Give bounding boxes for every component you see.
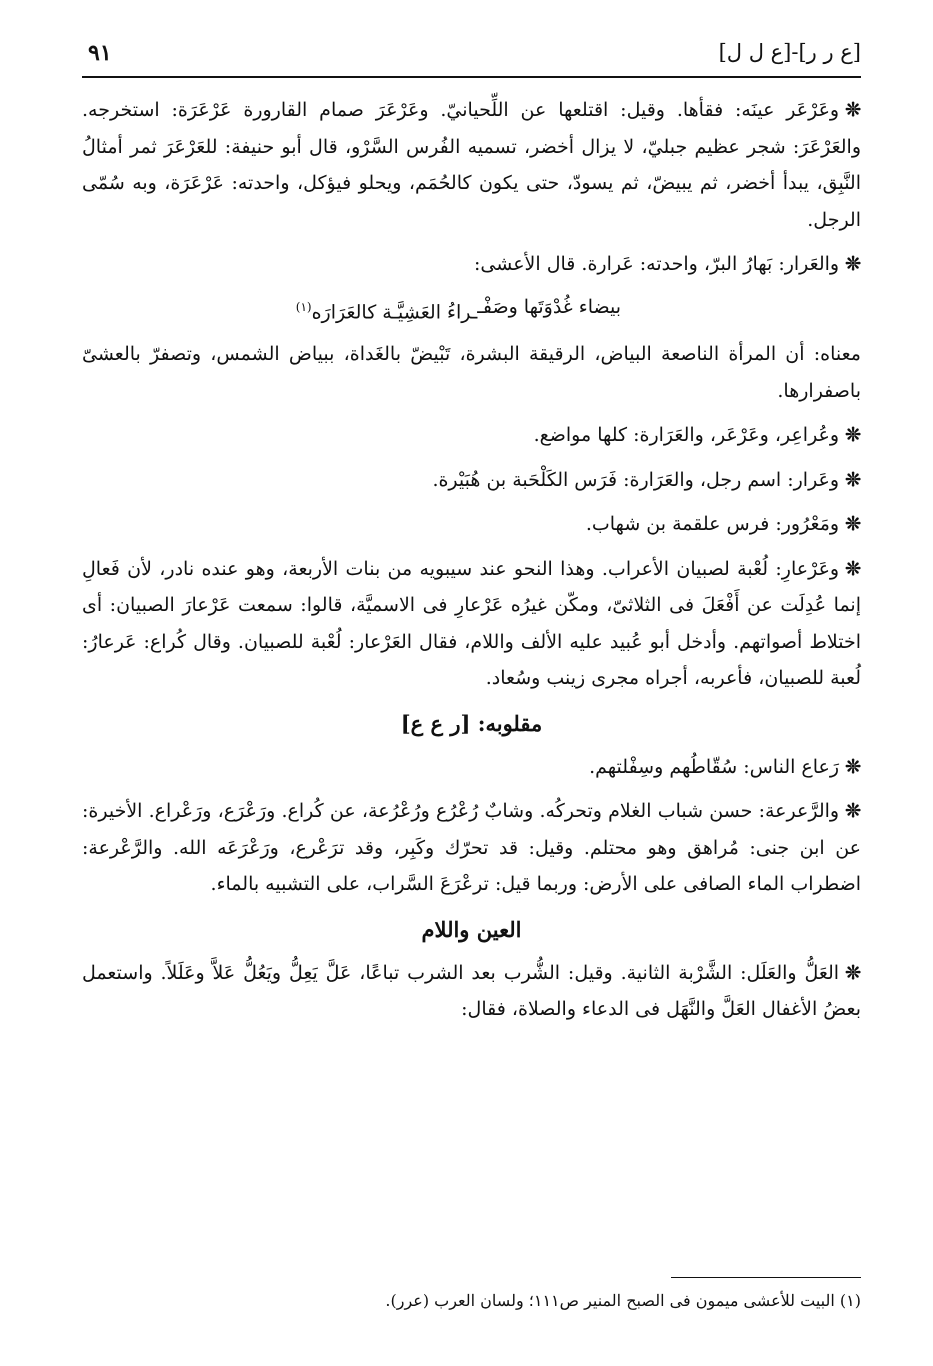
- bullet-icon: ❊: [845, 755, 861, 778]
- bullet-icon: ❊: [845, 513, 861, 536]
- entry-paragraph: [82, 793, 861, 903]
- entry-text: العَلُّ والعَلَل: الشَّرْبة الثانية. وقيل: الشُّرب بعد الشرب تباعًا، عَلَّ يَعِلُّ ويَعُلُّ عَلاَّ وعَلَلاً. واستعمل بعضُ الأغفال العَلَّ والنَّهَل فى الدعاء والصلاة، فقال:: [82, 961, 861, 1021]
- page-number: ٩١: [88, 40, 112, 66]
- entry-text: وعَرْعَر عينَه: فقأها. وقيل: اقتلعها عن اللِّحيانيّ. وعَرْعَرَ صمام القارورة عَرْعَرَة: استخرجه. والعَرْعَرَ: شجر عظيم جبليّ، لا يزال أخضر، تسميه الفُرس السَّرْو، قال أبو حنيفة: للعَرْعَرَ ثمر أمثالُ النَّبِق، يبدأ أخضر، ثم يبيضّ، ثم يسودّ، حتى يكون كالحُمَم، ويحلو فيؤكل، واحدته: عَرْعَرَة، وبه سُمّى الرجل.: [82, 99, 861, 231]
- entry-text: معناه: أن المرأة الناصعة البياض، الرقيقة البشرة، تَبْيضّ بالغَداة، ببياض الشمس، وتصفرّ بالعشىّ باصفرارها.: [82, 343, 861, 402]
- entry-paragraph: [82, 92, 861, 238]
- entry-text: رَعاع الناس: سُقّاطُهم وسِفْلتهم.: [589, 755, 840, 778]
- section-heading-maqlub: مقلوبه: [ر ع ع]: [400, 710, 543, 736]
- footnote-rule: [671, 1277, 861, 1278]
- entry-paragraph: [82, 506, 861, 543]
- entry-paragraph: [82, 551, 861, 697]
- verse-second-hemistich: ـراءُ العَشِيَّـة كالعَرَارَه$^{(١)}$: [295, 299, 478, 323]
- bullet-icon: ❊: [845, 99, 861, 121]
- entry-text: والعَرار: بَهارُ البرّ، واحدته: عَرارة. قال الأعشى:: [474, 253, 840, 275]
- bullet-icon: ❊: [845, 557, 861, 580]
- entry-paragraph: [82, 417, 861, 454]
- entry-text: ومَعْرُور: فرس علقمة بن شهاب.: [585, 513, 840, 536]
- bullet-icon: ❊: [845, 424, 861, 447]
- footnote: (١) البيت للأعشى ميمون فى الصبح المنير ص١١١؛ ولسان العرب (عرر).: [385, 1291, 861, 1310]
- header-rule: [82, 76, 861, 78]
- bullet-icon: ❊: [845, 468, 861, 491]
- entry-paragraph: [82, 749, 861, 786]
- bullet-icon: ❊: [845, 253, 861, 275]
- entry-paragraph: [82, 955, 861, 1028]
- footnote-marker: (١): [295, 299, 312, 314]
- main-text: [82, 92, 861, 1036]
- section-heading-ain-lam: العين واللام: [421, 916, 522, 942]
- entry-text: وعَرار: اسم رجل، والعَرَارة: فَرَس الكَلْحَبة بن هُبَيْرة.: [432, 468, 840, 491]
- poetry-verse: [82, 289, 861, 331]
- entry-paragraph: [82, 336, 861, 409]
- entry-paragraph: [82, 462, 861, 499]
- entry-text: وعُراعِر، وعَرْعَر، والعَرَارة: كلها مواضع.: [533, 424, 840, 447]
- entry-text: وعَرْعارِ: لُعْبة لصبيان الأعراب. وهذا النحو عند سيبويه من بنات الأربعة، وهو عنده نادر، لأن فَعالِ إنما عُدِلَت عن أَفْعَلَ فى الثلاثىّ، ومكّن غيرُه عَرْعارِ فى الاسميَّة، قالوا: سمعت عَرْعارَ الصبيان: أى اختلاط أصواتهم. وأدخل أبو عُبيد عليه الألف واللام، فقال العَرْعار: لُعْبة للصبيان. وقال كُراع: عَرعارُ: لُعبة للصبيان، فأعربه، أجراه مجرى زينب وسُعاد.: [82, 557, 861, 690]
- verse-first-hemistich: بيضاء غُدْوَتَها وصَفْـ: [477, 295, 621, 318]
- bullet-icon: ❊: [845, 800, 861, 823]
- bullet-icon: ❊: [845, 961, 861, 984]
- root-code-header: [ع ر ر]-[ع ل ل]: [718, 40, 861, 64]
- entry-paragraph: [82, 246, 861, 283]
- entry-text: والرَّعرعة: حسن شباب الغلام وتحركُه. وشابٌ رُعْرُع ورُعْرُعة، عن كُراع. ورَعْرَع، ورَعْراع. الأخيرة: عن ابن جنى: مُراهق وهو محتلم. وقيل: قد تحرّك وكَبِر، وقد ترَعْرع، ورَعْرَعَه الله. والرَّعْرعة: اضطراب الماء الصافى على الأرض: وربما قيل: ترعْرَعَ السَّراب، على التشبيه بالماء.: [82, 800, 861, 896]
